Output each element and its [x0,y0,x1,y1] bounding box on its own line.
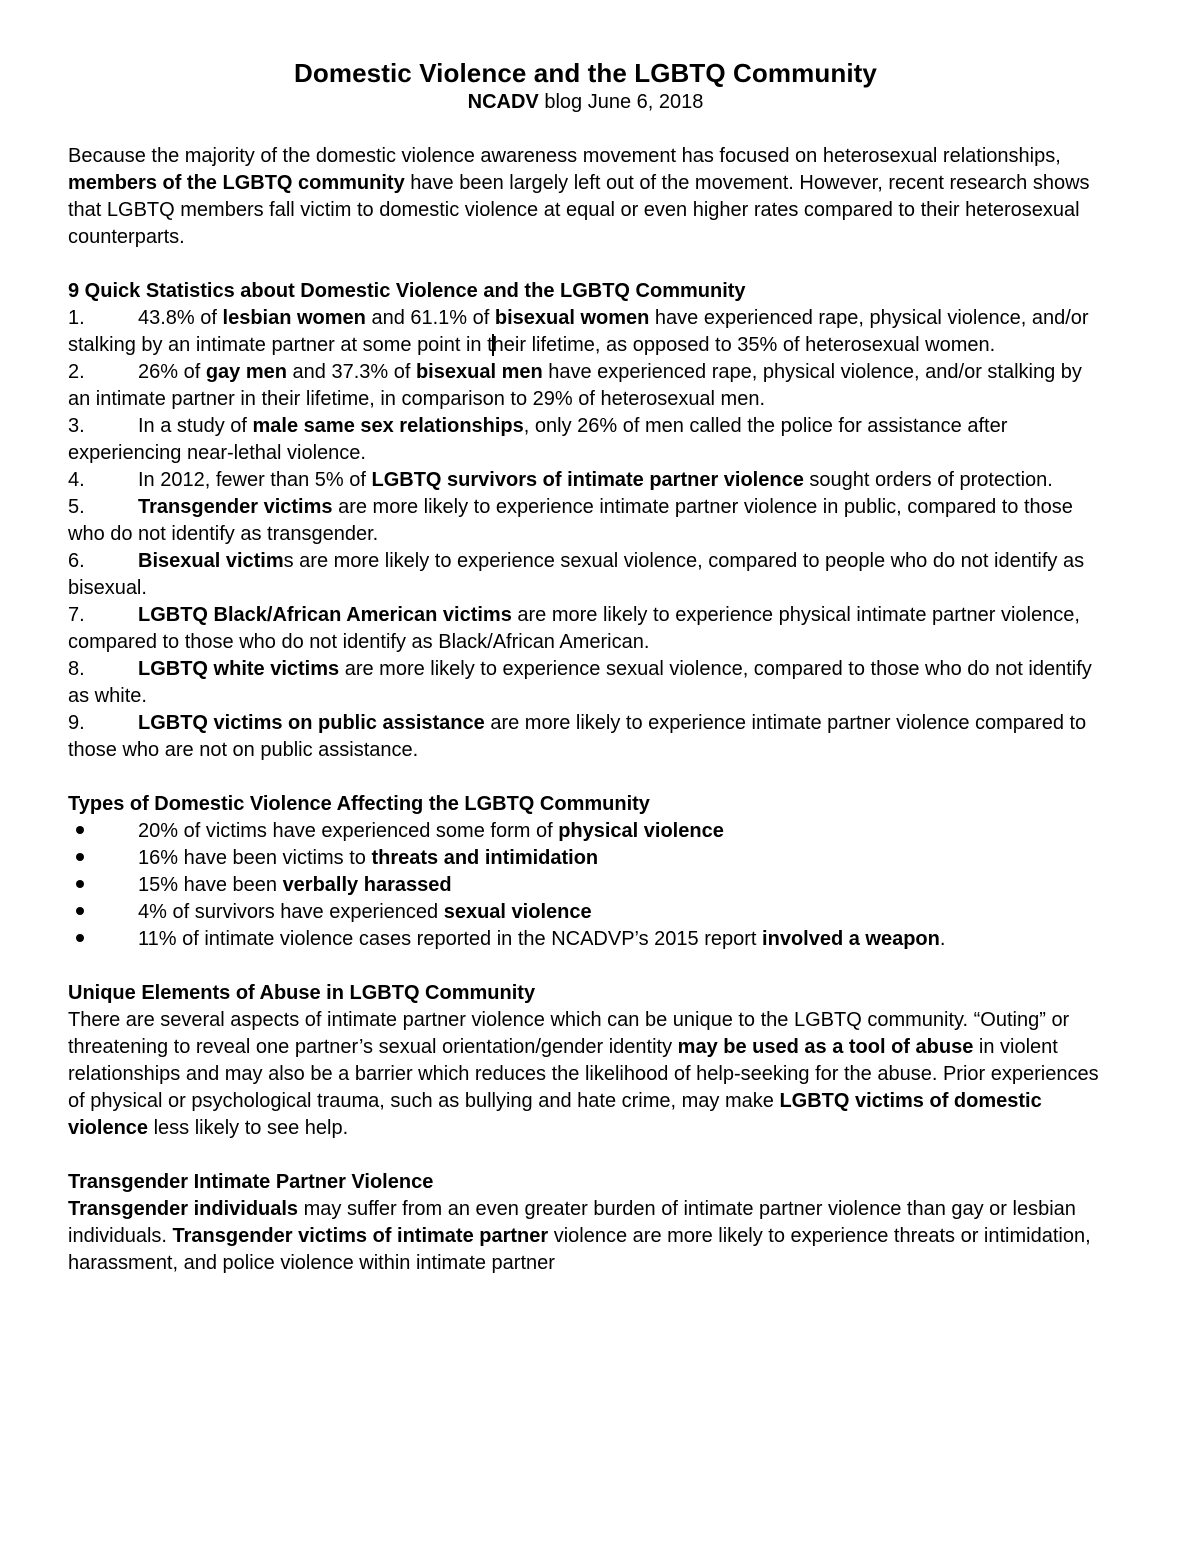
list-item-body [138,469,1053,491]
list-item [68,656,1103,710]
bold-segment: Transgender individuals [68,1198,299,1220]
list-item-body [68,604,1080,653]
list-item [68,548,1103,602]
list-item [68,494,1103,548]
list-item-number: 5. [68,496,85,518]
list-item-number: 4. [68,469,85,491]
intro-bold-1: members of the LGBTQ community [68,172,405,194]
list-item-number: 7. [68,604,85,626]
list-item-body [68,307,1089,356]
text-segment: 11% of intimate violence cases reported in the NCADVP’s 2015 report [138,928,763,950]
list-item [68,413,1103,467]
list-item-number: 3. [68,415,85,437]
statistics-list [68,305,1103,764]
list-item [68,818,1103,845]
spacer [68,764,1103,791]
subtitle-source: NCADV [467,91,539,113]
text-segment: . [939,928,946,950]
document-body [68,58,1103,1277]
list-item [68,467,1103,494]
transgender-paragraph [68,1196,1103,1277]
bold-segment: LGBTQ survivors of intimate partner violence [371,469,804,491]
intro-text-1: Because the majority of the domestic violence awareness movement has focused on heterosexual relationships, [68,145,1061,167]
text-segment: There are several aspects of intimate partner violence which can be unique to the LGBTQ community. “Outing” or threatening to reveal one partner’s sexual orientation/gender identity [68,1009,1070,1058]
list-item [68,899,1103,926]
list-item [68,845,1103,872]
intro-text-2: have been largely left out of the movement. However, recent research shows that LGBTQ members fall victim to domestic violence at equal or even higher rates compared to their heterosexual counterparts. [68,172,1090,248]
bold-segment: gay men [205,361,287,383]
spacer [68,116,1103,143]
text-segment: and 37.3% of [286,361,416,383]
text-segment: sought orders of protection. [803,469,1053,491]
text-segment: In 2012, fewer than 5% of [138,469,372,491]
list-item-body [68,712,1086,761]
bold-segment: Bisexual victim [138,550,284,572]
list-item-number: 9. [68,712,85,734]
transgender-heading: Transgender Intimate Partner Violence [68,1171,434,1193]
list-item [68,872,1103,899]
bold-segment: involved a weapon [762,928,940,950]
bold-segment: may be used as a tool of abuse [677,1036,974,1058]
unique-elements-heading: Unique Elements of Abuse in LGBTQ Community [68,982,536,1004]
list-item [68,602,1103,656]
bold-segment: Transgender victims of intimate partner [172,1225,549,1247]
text-segment: heir lifetime, as opposed to 35% of heterosexual women. [492,334,996,356]
text-segment: have experienced rape, physical violence, and/or stalking by an intimate partner in their lifetime, in comparison to 29% of heterosexual men. [68,361,1082,410]
text-segment: 16% have been victims to [138,847,372,869]
unique-elements-paragraph [68,1007,1103,1142]
text-segment: less likely to see help. [148,1117,349,1139]
bullet-dot-icon [76,845,88,872]
text-segment: In a study of [138,415,253,437]
list-item-body [68,658,1092,707]
bold-segment: physical violence [558,820,724,842]
bold-segment: LGBTQ white victims [138,658,340,680]
text-segment: , only 26% of men called the police for assistance after experiencing near-lethal violence. [68,415,1008,464]
types-bullet-list [68,818,1103,953]
bold-segment: Transgender victims [138,496,333,518]
text-segment: 4% of survivors have experienced [138,901,444,923]
types-heading: Types of Domestic Violence Affecting the LGBTQ Community [68,793,650,815]
spacer [68,953,1103,980]
bold-segment: bisexual men [415,361,543,383]
text-segment: 43.8% of [138,307,223,329]
bullet-dot-icon [76,872,88,899]
subtitle-date: blog June 6, 2018 [538,91,704,113]
text-segment: are more likely to experience physical intimate partner violence, compared to those who do not identify as Black/African American. [68,604,1080,653]
bold-segment: LGBTQ Black/African American victims [138,604,512,626]
text-segment: 20% of victims have experienced some form of [138,820,559,842]
list-item [68,710,1103,764]
bold-segment: LGBTQ victims of domestic violence [68,1090,1042,1139]
text-segment: 26% of [138,361,206,383]
bold-segment: lesbian women [222,307,366,329]
intro-paragraph [68,143,1103,251]
text-segment: may suffer from an even greater burden of intimate partner violence than gay or lesbian individuals. [68,1198,1076,1247]
text-segment: in violent relationships and may also be a barrier which reduces the likelihood of help-seeking for the abuse. Prior experiences of physical or psychological trauma, such as bullying and hate crime, may make [68,1036,1099,1112]
stats-heading: 9 Quick Statistics about Domestic Violence and the LGBTQ Community [68,280,746,302]
page-title: Domestic Violence and the LGBTQ Community [294,58,877,88]
text-segment: are more likely to experience intimate partner violence compared to those who are not on public assistance. [68,712,1087,761]
list-item-body [68,415,1007,464]
list-item [68,926,1103,953]
text-segment: are more likely to experience sexual violence, compared to those who do not identify as white. [68,658,1092,707]
text-segment: 15% have been [138,874,283,896]
bold-segment: LGBTQ victims on public assistance [138,712,485,734]
bullet-dot-icon [76,926,88,953]
list-item-body [68,361,1082,410]
text-segment: s are more likely to experience sexual violence, compared to people who do not identify as bisexual. [68,550,1085,599]
bold-segment: verbally harassed [282,874,452,896]
list-item-number: 1. [68,307,85,329]
list-item [68,305,1103,359]
list-item-number: 8. [68,658,85,680]
list-item-number: 6. [68,550,85,572]
spacer [68,251,1103,278]
bold-segment: sexual violence [443,901,592,923]
list-item-body [68,550,1084,599]
text-segment: and 61.1% of [365,307,495,329]
bold-segment: male same sex relationships [252,415,524,437]
document-subtitle [68,89,1103,116]
list-item-number: 2. [68,361,85,383]
bold-segment: bisexual women [494,307,650,329]
text-segment: are more likely to experience intimate partner violence in public, compared to those who do not identify as transgender. [68,496,1073,545]
bullet-dot-icon [76,818,88,845]
spacer [68,1142,1103,1169]
list-item [68,359,1103,413]
text-segment: violence are more likely to experience threats or intimidation, harassment, and police violence within intimate partner [68,1225,1091,1274]
bullet-dot-icon [76,899,88,926]
text-segment: have experienced rape, physical violence, and/or stalking by an intimate partner at some point in t [68,307,1089,356]
bold-segment: threats and intimidation [371,847,599,869]
list-item-body [68,496,1073,545]
